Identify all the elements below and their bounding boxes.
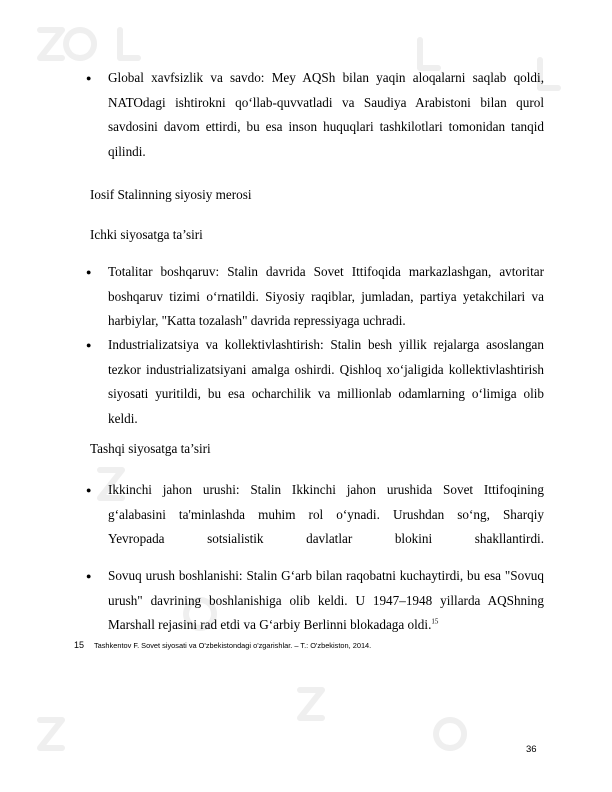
bullet-dot-icon: ● [86,267,92,277]
subsection-heading-foreign: Tashqi siyosatga ta’siri [90,441,211,456]
footnote [74,640,371,650]
list-item [86,66,544,164]
list-item [86,478,544,552]
bullet-dot-icon: ● [86,485,92,495]
bullet-line: Yevropada sotsialistik davlatlar blokini shakllantirdi. [108,531,544,546]
page-number: 36 [526,744,537,755]
bullet-text: Industrializatsiya va kollektivlashtirish: Stalin besh yillik rejalarga asoslangan tezkor industrializatsiyani amalga oshirdi. Qishloq xo‘jaligida kollektivlashtirish siyosati yuritildi, bu esa ocharchilik va millionlab odamlarning o‘limiga olib keldi. [108,337,544,426]
bullet-dot-icon: ● [86,73,92,83]
subsection-heading-domestic: Ichki siyosatga ta’siri [90,227,203,242]
section-heading: Iosif Stalinning siyosiy merosi [90,187,252,202]
bullet-dot-icon: ● [86,571,92,581]
footnote-text: Tashkentov F. Sovet siyosati va O'zbekistondagi o'zgarishlar. – T.: O'zbekiston, 2014. [93,641,372,650]
bullet-text: Global xavfsizlik va savdo: Mey AQSh bilan yaqin aloqalarni saqlab qoldi, NATOdagi ishtirokni qo‘llab-quvvatladi va Saudiya Arabistoni bilan qurol savdosini davom ettirdi, bu esa inson huquqlari tashkilotlari tomonidan tanqid qilindi. [108,70,544,159]
list-item [86,333,544,431]
bullet-text: Sovuq urush boshlanishi: Stalin G‘arb bilan raqobatni kuchaytirdi, bu esa "Sovuq urush" davrining boshlanishiga olib keldi. U 1947–1948 yillarda AQShning Marshall rejasini rad etdi va G‘arbiy Berlinni blokadaga oldi. [108,568,544,632]
bullet-dot-icon: ● [86,340,92,350]
list-item [86,564,544,638]
bullet-text: Totalitar boshqaruv: Stalin davrida Sovet Ittifoqida markazlashgan, avtoritar boshqaruv tizimi o‘rnatildi. Siyosiy raqiblar, jumladan, partiya yetakchilari va harbiylar, "Katta tozalash" davrida repressiyaga uchradi. [108,264,544,328]
bullet-line: Ikkinchi jahon urushi: Stalin Ikkinchi jahon urushida Sovet Ittifoqining [108,482,544,497]
footnote-reference: 15 [431,617,439,626]
footnote-number: 15 [74,640,85,650]
bullet-line: g‘alabasini ta'minlashda muhim rol o‘ynadi. Urushdan so‘ng, Sharqiy [108,506,544,522]
list-item [86,260,544,334]
